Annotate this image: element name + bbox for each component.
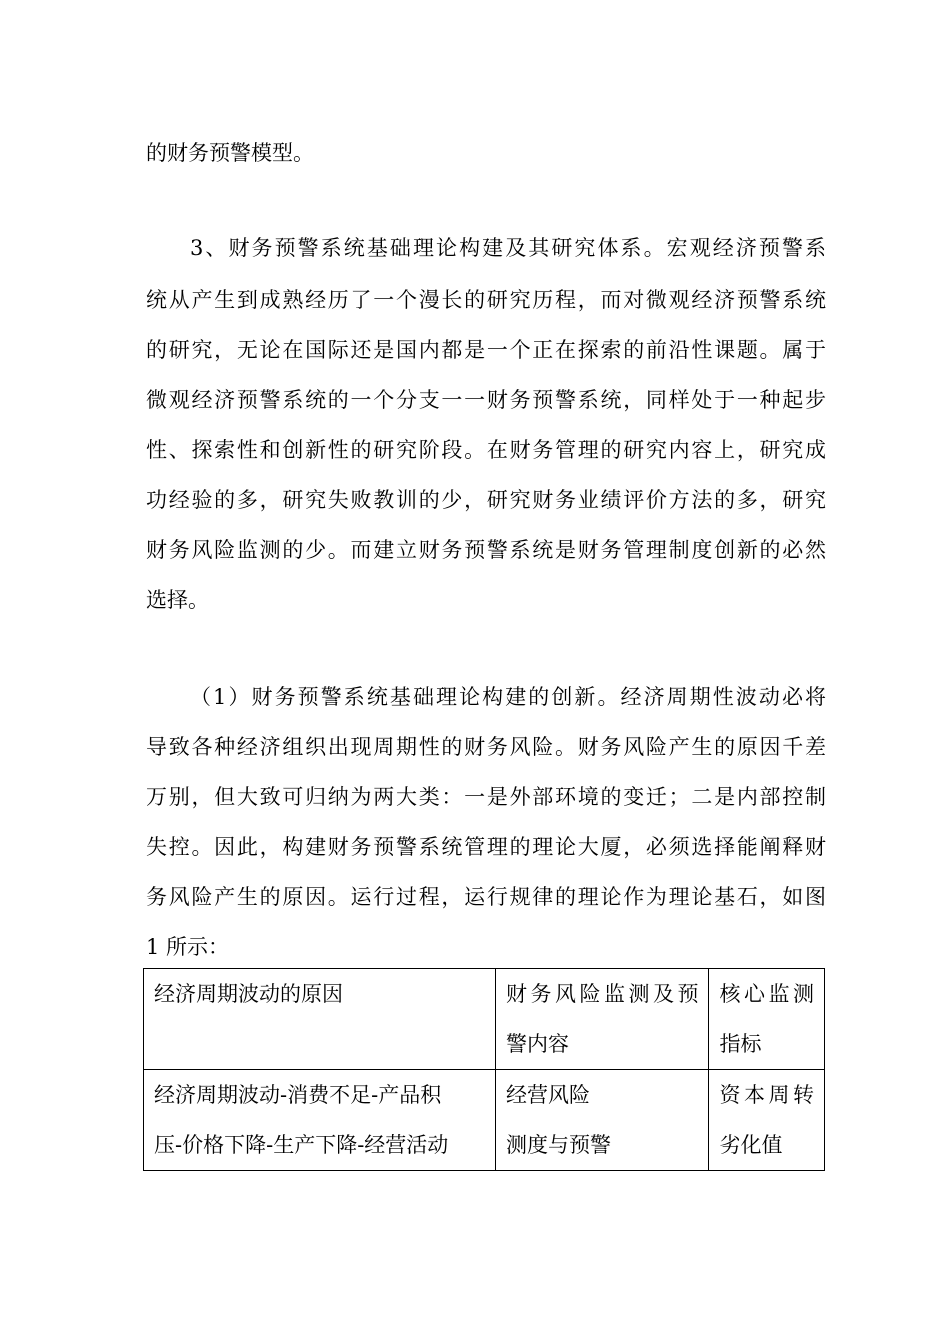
table-row — [144, 1070, 825, 1171]
paragraph-line: 微观经济预警系统的一个分支一一财务预警系统，同样处于一种起步 — [146, 388, 826, 412]
paragraph-line: 财务风险监测的少。而建立财务预警系统是财务管理制度创新的必然 — [146, 538, 826, 562]
paragraph-line: 选择。 — [146, 588, 209, 612]
table-header-row — [144, 969, 825, 1070]
paragraph-line: （1）财务预警系统基础理论构建的创新。经济周期性波动必将 — [190, 685, 826, 709]
paragraph-line: 导致各种经济组织出现周期性的财务风险。财务风险产生的原因千差 — [146, 735, 826, 759]
table-cell: 经济周期波动-消费不足-产品积 压-价格下降-生产下降-经营活动 — [144, 1070, 496, 1171]
paragraph-line: 的研究，无论在国际还是国内都是一个正在探索的前沿性课题。属于 — [146, 338, 826, 362]
paragraph-line: 3、财务预警系统基础理论构建及其研究体系。宏观经济预警系 — [190, 236, 826, 260]
figure-table — [143, 968, 825, 1171]
paragraph-line: 性、探索性和创新性的研究阶段。在财务管理的研究内容上，研究成 — [146, 438, 826, 462]
paragraph-line: 万别，但大致可归纳为两大类：一是外部环境的变迁；二是内部控制 — [146, 785, 826, 809]
paragraph-line: 1 所示： — [146, 935, 230, 959]
paragraph-line: 统从产生到成熟经历了一个漫长的研究历程，而对微观经济预警系统 — [146, 288, 826, 312]
paragraph-line: 功经验的多，研究失败教训的少，研究财务业绩评价方法的多，研究 — [146, 488, 826, 512]
table-cell: 经营风险 测度与预警 — [496, 1070, 709, 1171]
paragraph-line: 务风险产生的原因。运行过程，运行规律的理论作为理论基石，如图 — [146, 885, 826, 909]
paragraph-tail-line: 的财务预警模型。 — [146, 141, 314, 165]
table-cell: 资本周转 劣化值 — [709, 1070, 825, 1171]
table-header-cell: 核心监测 指标 — [709, 969, 825, 1070]
table-header-cell: 财务风险监测及预 警内容 — [496, 969, 709, 1070]
paragraph-line: 失控。因此，构建财务预警系统管理的理论大厦，必须选择能阐释财 — [146, 835, 826, 859]
table-header-cell: 经济周期波动的原因 — [144, 969, 496, 1070]
